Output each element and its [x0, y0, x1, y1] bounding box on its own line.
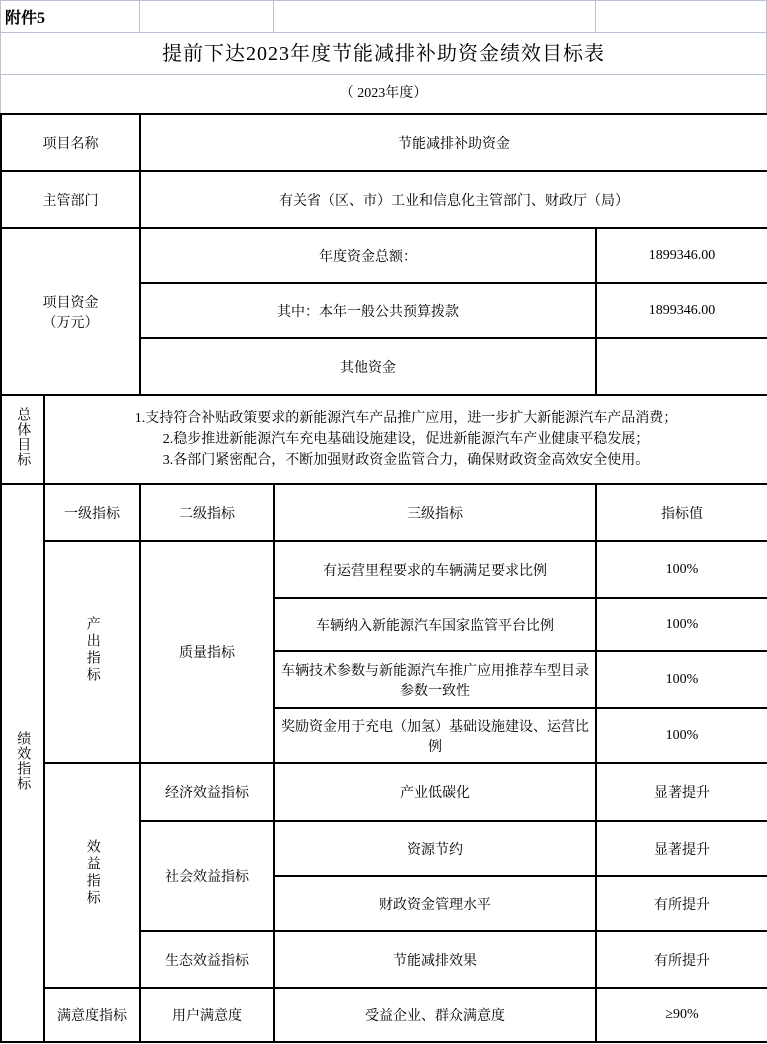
table-row [1, 171, 767, 228]
level2-economic: 经济效益指标 [140, 763, 274, 821]
level1-satisfaction: 满意度指标 [44, 988, 140, 1042]
indicator-cell: 车辆纳入新能源汽车国家监管平台比例 [274, 598, 596, 651]
indicator-cell: 车辆技术参数与新能源汽车推广应用推荐车型目录参数一致性 [274, 651, 596, 708]
table-row [1, 763, 767, 821]
department-label: 主管部门 [1, 171, 140, 228]
level2-quality: 质量指标 [140, 541, 274, 763]
table-row [1, 114, 767, 171]
page-title: 提前下达2023年度节能减排补助资金绩效目标表 [0, 33, 767, 75]
performance-section-label-text: 绩效指标 [15, 730, 31, 791]
indicator-value: 100% [596, 651, 767, 708]
indicator-cell: 受益企业、群众满意度 [274, 988, 596, 1042]
goal-line: 3.各部门紧密配合，不断加强财政资金监管合力，确保财政资金高效安全使用。 [162, 453, 650, 468]
overall-goal-label-text: 总体目标 [15, 407, 31, 467]
header-level1: 一级指标 [44, 484, 140, 541]
table-row [1, 228, 767, 283]
funds-label-line2: （万元） [42, 315, 99, 331]
gridline-strip [0, 0, 767, 33]
project-name-value: 节能减排补助资金 [140, 114, 767, 171]
indicator-cell: 有运营里程要求的车辆满足要求比例 [274, 541, 596, 598]
header-value: 指标值 [596, 484, 767, 541]
funds-row-value: 1899346.00 [596, 228, 767, 283]
level2-social: 社会效益指标 [140, 821, 274, 931]
level1-output-text: 产出指标 [84, 615, 100, 684]
indicator-cell: 节能减排效果 [274, 931, 596, 988]
indicator-cell: 奖励资金用于充电（加氢）基础设施建设、运营比例 [274, 708, 596, 763]
funds-label [1, 228, 140, 395]
performance-target-table [0, 113, 767, 1043]
empty-grid-cell [596, 1, 767, 32]
table-row [1, 484, 767, 541]
funds-label-line1: 项目资金 [42, 295, 99, 311]
funds-row-label: 其中：本年一般公共预算拨款 [140, 283, 596, 338]
attachment-label: 附件5 [1, 1, 140, 32]
level2-ecological: 生态效益指标 [140, 931, 274, 988]
table-row [1, 395, 767, 484]
level1-benefit [44, 763, 140, 988]
funds-row-value [596, 338, 767, 395]
indicator-value: 显著提升 [596, 763, 767, 821]
empty-grid-cell [274, 1, 596, 32]
table-row [1, 988, 767, 1042]
goal-line: 1.支持符合补贴政策要求的新能源汽车产品推广应用，进一步扩大新能源汽车产品消费； [134, 411, 678, 426]
indicator-value: 有所提升 [596, 876, 767, 931]
indicator-value: 100% [596, 541, 767, 598]
indicator-value: 100% [596, 598, 767, 651]
indicator-value: 100% [596, 708, 767, 763]
indicator-value: ≥90% [596, 988, 767, 1042]
overall-goal-label [1, 395, 44, 484]
level1-output [44, 541, 140, 763]
level1-benefit-text: 效益指标 [84, 839, 100, 907]
indicator-cell: 产业低碳化 [274, 763, 596, 821]
header-level2: 二级指标 [140, 484, 274, 541]
empty-grid-cell [140, 1, 274, 32]
indicator-cell: 资源节约 [274, 821, 596, 876]
project-name-label: 项目名称 [1, 114, 140, 171]
indicator-value: 显著提升 [596, 821, 767, 876]
indicator-value: 有所提升 [596, 931, 767, 988]
funds-row-label: 其他资金 [140, 338, 596, 395]
department-value: 有关省（区、市）工业和信息化主管部门、财政厅（局） [140, 171, 767, 228]
level2-user-satisfaction: 用户满意度 [140, 988, 274, 1042]
overall-goal-content [44, 395, 767, 484]
performance-section-label [1, 484, 44, 1042]
funds-row-value: 1899346.00 [596, 283, 767, 338]
indicator-cell: 财政资金管理水平 [274, 876, 596, 931]
page-subtitle: （ 2023年度） [0, 75, 767, 113]
header-level3: 三级指标 [274, 484, 596, 541]
goal-line: 2.稳步推进新能源汽车充电基础设施建设，促进新能源汽车产业健康平稳发展； [162, 432, 650, 447]
table-row [1, 541, 767, 598]
funds-row-label: 年度资金总额： [140, 228, 596, 283]
